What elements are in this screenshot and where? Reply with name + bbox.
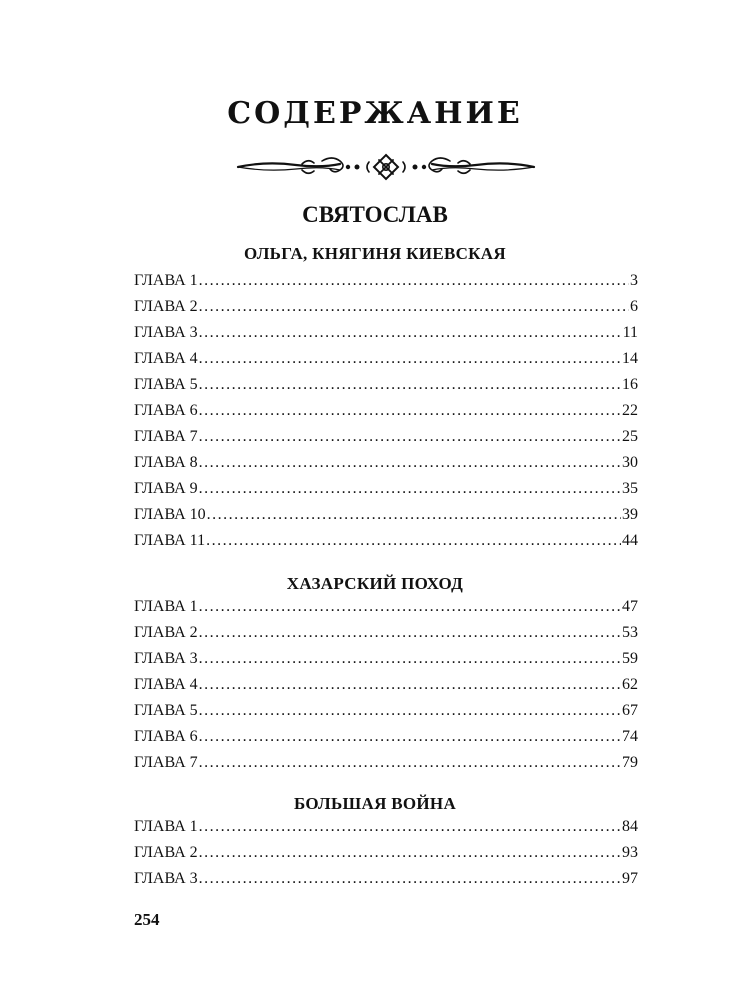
chapter-label: ГЛАВА 11	[134, 532, 206, 549]
dot-leader	[199, 372, 621, 398]
chapter-label: ГЛАВА 4	[134, 676, 198, 693]
page-ref: 93	[622, 844, 638, 861]
chapter-label: ГЛАВА 1	[134, 818, 198, 835]
toc-entry[interactable]	[134, 398, 638, 424]
ornament-divider-icon	[236, 152, 536, 182]
dot-leader	[199, 866, 621, 892]
page-ref: 22	[622, 402, 638, 419]
chapter-label: ГЛАВА 5	[134, 376, 198, 393]
toc-entry[interactable]	[134, 346, 638, 372]
chapter-list	[134, 594, 638, 776]
book-title: СВЯТОСЛАВ	[302, 202, 448, 227]
page-ref: 30	[622, 454, 638, 471]
dot-leader	[199, 424, 621, 450]
toc-entry[interactable]	[134, 646, 638, 672]
page-ref: 11	[622, 324, 638, 341]
chapter-label: ГЛАВА 6	[134, 402, 198, 419]
chapter-label: ГЛАВА 10	[134, 506, 206, 523]
chapter-label: ГЛАВА 9	[134, 480, 198, 497]
toc-entry[interactable]	[134, 698, 638, 724]
toc-entry[interactable]	[134, 424, 638, 450]
toc-entry[interactable]	[134, 268, 638, 294]
chapter-label: ГЛАВА 7	[134, 754, 198, 771]
dot-leader	[199, 840, 621, 866]
dot-leader	[199, 672, 621, 698]
toc-entry[interactable]	[134, 320, 638, 346]
chapter-label: ГЛАВА 4	[134, 350, 198, 367]
chapter-label: ГЛАВА 2	[134, 298, 198, 315]
toc-entry[interactable]	[134, 502, 638, 528]
chapter-label: ГЛАВА 6	[134, 728, 198, 745]
toc-title: СОДЕРЖАНИЕ	[227, 96, 523, 131]
dot-leader	[199, 620, 621, 646]
page-ref: 47	[622, 598, 638, 615]
dot-leader	[199, 594, 621, 620]
page-ref: 84	[622, 818, 638, 835]
dot-leader	[199, 398, 621, 424]
chapter-list	[134, 814, 638, 892]
dot-leader	[199, 346, 621, 372]
page-ref: 74	[622, 728, 638, 745]
page-ref: 3	[630, 272, 638, 289]
toc-entry[interactable]	[134, 372, 638, 398]
chapter-label: ГЛАВА 1	[134, 598, 198, 615]
page-ref: 25	[622, 428, 638, 445]
page-ref: 67	[622, 702, 638, 719]
toc-entry[interactable]	[134, 672, 638, 698]
chapter-label: ГЛАВА 7	[134, 428, 198, 445]
toc-entry[interactable]	[134, 528, 638, 554]
dot-leader	[199, 698, 621, 724]
dot-leader	[199, 268, 629, 294]
dot-leader	[207, 502, 621, 528]
page-ref: 59	[622, 650, 638, 667]
part-heading: ОЛЬГА, КНЯГИНЯ КИЕВСКАЯ	[244, 244, 506, 263]
page-ref: 44	[622, 532, 638, 549]
chapter-label: ГЛАВА 1	[134, 272, 198, 289]
toc-entry[interactable]	[134, 750, 638, 776]
chapter-label: ГЛАВА 2	[134, 844, 198, 861]
toc-entry[interactable]	[134, 814, 638, 840]
toc-entry[interactable]	[134, 476, 638, 502]
chapter-label: ГЛАВА 3	[134, 870, 198, 887]
chapter-list	[134, 268, 638, 554]
toc-entry[interactable]	[134, 450, 638, 476]
page-ref: 14	[622, 350, 638, 367]
page-ref: 6	[630, 298, 638, 315]
page-ref: 97	[622, 870, 638, 887]
page-ref: 35	[622, 480, 638, 497]
chapter-label: ГЛАВА 5	[134, 702, 198, 719]
chapter-label: ГЛАВА 3	[134, 650, 198, 667]
dot-leader	[199, 814, 621, 840]
chapter-label: ГЛАВА 2	[134, 624, 198, 641]
dot-leader	[199, 320, 622, 346]
toc-entry[interactable]	[134, 620, 638, 646]
part-heading: БОЛЬШАЯ ВОЙНА	[293, 794, 457, 813]
dot-leader	[199, 646, 621, 672]
toc-entry[interactable]	[134, 294, 638, 320]
dot-leader	[199, 450, 621, 476]
toc-entry[interactable]	[134, 724, 638, 750]
page-ref: 53	[622, 624, 638, 641]
dot-leader	[199, 724, 621, 750]
chapter-label: ГЛАВА 3	[134, 324, 198, 341]
dot-leader	[199, 476, 621, 502]
part-heading: ХАЗАРСКИЙ ПОХОД	[286, 574, 464, 593]
page-ref: 39	[622, 506, 638, 523]
page-number: 254	[134, 910, 160, 929]
toc-entry[interactable]	[134, 840, 638, 866]
page-ref: 16	[622, 376, 638, 393]
page-ref: 79	[622, 754, 638, 771]
toc-entry[interactable]	[134, 866, 638, 892]
dot-leader	[199, 294, 629, 320]
chapter-label: ГЛАВА 8	[134, 454, 198, 471]
page-ref: 62	[622, 676, 638, 693]
dot-leader	[206, 528, 621, 554]
toc-entry[interactable]	[134, 594, 638, 620]
dot-leader	[199, 750, 621, 776]
